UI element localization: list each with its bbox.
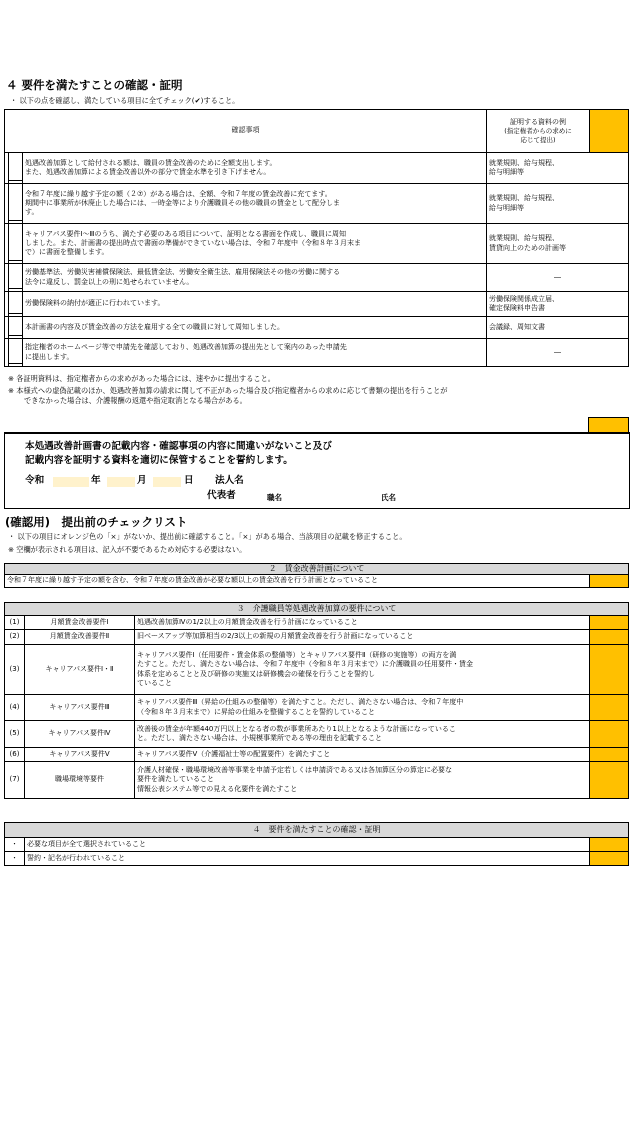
confirmation-table (4, 109, 629, 367)
docs-row-3: 就業規則、給与規程、 賃貸向上のための計画等 (487, 224, 629, 264)
header-docs-title: 証明する資料の例 (510, 117, 566, 126)
name-label: 氏名 (381, 493, 396, 502)
day-input[interactable] (153, 477, 181, 487)
reiwa-label: 令和 (25, 475, 45, 486)
section4-instruction: ・ 以下の点を確認し、満たしている項目に全てチェック(✔)すること。 (10, 96, 240, 105)
req-name: キャリアパス要件Ⅳ (25, 721, 135, 748)
checklist-note-1: ・ 以下の項目にオレンジ色の「×」がないか、提出前に確認すること。「×」がある場合、当該項目の記載を修正すること。 (8, 532, 407, 541)
req-desc: キャリアパス要件Ⅴ（介護福祉士等の配置要件）を満たすこと (135, 748, 590, 762)
req-no: (4) (5, 695, 25, 721)
confirmation-checklist-table (4, 822, 629, 866)
checkbox-row-3[interactable] (5, 224, 23, 264)
req-desc: 処遇改善加算Ⅳの1/2以上の月額賃金改善を行う計画になっていること (135, 616, 590, 630)
bullet: ・ (5, 838, 25, 852)
pledge-line-2: 記載内容を証明する資料を適切に保管することを誓約します。 (25, 455, 293, 466)
req-status (590, 645, 629, 695)
req-status (590, 748, 629, 762)
check-item: 誓約・記名が行われていること (25, 852, 590, 866)
header-docs-note1: (指定権者からの求めに (504, 126, 572, 135)
header-docs (487, 110, 590, 153)
sec3-title: ３ 介護職員等処遇改善加算の要件について (5, 603, 629, 616)
checklist-note-2: ※ 空欄が表示される項目は、記入が不要であるため対応する必要はない。 (8, 545, 247, 554)
year-input[interactable] (53, 477, 89, 487)
req-name: キャリアパス要件Ⅲ (25, 695, 135, 721)
check-status (590, 838, 629, 852)
note-2a: ※ 本様式への虚偽記載のほか、処遇改善加算の請求に関して不正があった場合及び指定権者からの求めに応じて書類の提出を行うことが (8, 386, 448, 395)
month-label: 月 (137, 475, 147, 486)
docs-row-2: 就業規則、給与規程、 給与明細等 (487, 184, 629, 224)
sec2-title: ２ 賃金改善計画について (5, 564, 629, 575)
req-status (590, 616, 629, 630)
pledge-line-1: 本処遇改善計画書の記載内容・確認事項の内容に間違いがないこと及び (25, 441, 332, 452)
pledge-box (4, 432, 630, 509)
checkbox-row-4[interactable] (5, 264, 23, 292)
rep-label: 代表者 (207, 490, 236, 501)
req-name: キャリアパス要件Ⅴ (25, 748, 135, 762)
sec2-row: 令和７年度に繰り越す予定の額を含む、令和７年度の賃金改善が必要な額以上の賃金改善を行う計画となっていること (5, 575, 590, 588)
docs-row-7: ― (487, 339, 629, 367)
bullet: ・ (5, 852, 25, 866)
req-desc: キャリアパス要件Ⅰ（任用要件・賃金体系の整備等）とキャリアパス要件Ⅱ（研修の実施等）の両方を満 たすこと。ただし、満たさない場合は、令和７年度中（令和８年３月末まで）に介護職員の任用要件・賃金 体系を定めることと及び研修の実施又は研修機会の確保を行うことを誓約し ていること (135, 645, 590, 695)
req-status (590, 762, 629, 799)
req-name: 月額賃金改善要件Ⅱ (25, 630, 135, 645)
req-no: (1) (5, 616, 25, 630)
item-row-3: キャリアパス要件Ⅰ～Ⅲのうち、満たす必要のある項目について、証明となる書面を作成し、職員に周知 しました。また、計画書の提出時点で書面の準備ができていない場合は、令和７年度中（令和８年３月末ま で）に書面を整備します。 (23, 224, 487, 264)
docs-row-1: 就業規則、給与規程、 給与明細等 (487, 153, 629, 184)
header-status-cell (590, 110, 629, 153)
checkbox-row-6[interactable] (5, 317, 23, 339)
post-label: 職名 (267, 493, 282, 502)
req-name: 月額賃金改善要件Ⅰ (25, 616, 135, 630)
req-desc: 旧ベースアップ等加算相当の2/3以上の新規の月額賃金改善を行う計画になっていること (135, 630, 590, 645)
section4-title: ４ 要件を満たすことの確認・証明 (6, 78, 183, 92)
requirements-table (4, 602, 629, 799)
checkbox-row-5[interactable] (5, 292, 23, 317)
item-row-7: 指定権者のホームページ等で申請先を確認しており、処遇改善加算の提出先として案内のあった申請先 に提出します。 (23, 339, 487, 367)
item-row-1: 処遇改善加算として給付される額は、職員の賃金改善のために全額支出します。 また、処遇改善加算による賃金改善以外の部分で賃金水準を引き下げません。 (23, 153, 487, 184)
day-label: 日 (184, 475, 194, 486)
check-item: 必要な項目が全て選択されていること (25, 838, 590, 852)
req-desc: 改善後の賃金が年額440万円以上となる者の数が事業所あたり1以上となるような計画になっているこ と。ただし、満たさない場合は、小規模事業所である等の理由を記載すること (135, 721, 590, 748)
req-status (590, 630, 629, 645)
docs-row-6: 会議録、周知文書 (487, 317, 629, 339)
checkbox-row-2[interactable] (5, 184, 23, 224)
note-2b: できなかった場合は、介護報酬の返還や指定取消となる場合がある。 (24, 396, 247, 405)
req-desc: キャリアパス要件Ⅲ（昇給の仕組みの整備等）を満たすこと。ただし、満たさない場合は、令和７年度中 （令和８年３月末まで）に昇給の仕組みを整備することを誓約していること (135, 695, 590, 721)
docs-row-4: ― (487, 264, 629, 292)
item-row-6: 本計画書の内容及び賃金改善の方法を雇用する全ての職員に対して周知しました。 (23, 317, 487, 339)
req-no: (3) (5, 645, 25, 695)
item-row-2: 令和７年度に繰り越す予定の額（２⑦）がある場合は、全額、令和７年度の賃金改善に充てます。 期間中に事業所が休廃止した場合には、一時金等により介護職員その他の職員の賃金として配分しま す。 (23, 184, 487, 224)
year-label: 年 (91, 475, 101, 486)
checkbox-row-7[interactable] (5, 339, 23, 367)
req-name: キャリアパス要件Ⅰ・Ⅱ (25, 645, 135, 695)
header-items: 確認事項 (5, 110, 487, 153)
req-status (590, 695, 629, 721)
docs-row-5: 労働保険関係成立届、 確定保険料申告書 (487, 292, 629, 317)
req-desc: 介護人材確保・職場環境改善等事業を申請予定若しくは申請済である又は各加算区分の算定に必要な 要件を満たしていること 情報公表システム等での見える化要件を満たすこと (135, 762, 590, 799)
item-row-4: 労働基準法、労働災害補償保険法、最低賃金法、労働安全衛生法、雇用保険法その他の労働に関する 法令に違反し、罰金以上の刑に処せられていません。 (23, 264, 487, 292)
sec4-check-title: ４ 要件を満たすことの確認・証明 (5, 823, 629, 838)
req-no: (6) (5, 748, 25, 762)
header-docs-note2: 応じて提出) (520, 135, 556, 144)
wage-plan-table (4, 563, 629, 588)
check-status (590, 852, 629, 866)
item-row-5: 労働保険料の納付が適正に行われています。 (23, 292, 487, 317)
req-status (590, 721, 629, 748)
req-no: (7) (5, 762, 25, 799)
checkbox-row-1[interactable] (5, 153, 23, 184)
req-name: 職場環境等要件 (25, 762, 135, 799)
corp-label: 法人名 (215, 475, 244, 486)
checklist-title: (確認用) 提出前のチェックリスト (5, 515, 188, 529)
req-no: (2) (5, 630, 25, 645)
note-1: ※ 各証明資料は、指定権者からの求めがあった場合には、速やかに提出すること。 (8, 374, 275, 383)
req-no: (5) (5, 721, 25, 748)
sec2-status (590, 575, 629, 588)
month-input[interactable] (107, 477, 135, 487)
